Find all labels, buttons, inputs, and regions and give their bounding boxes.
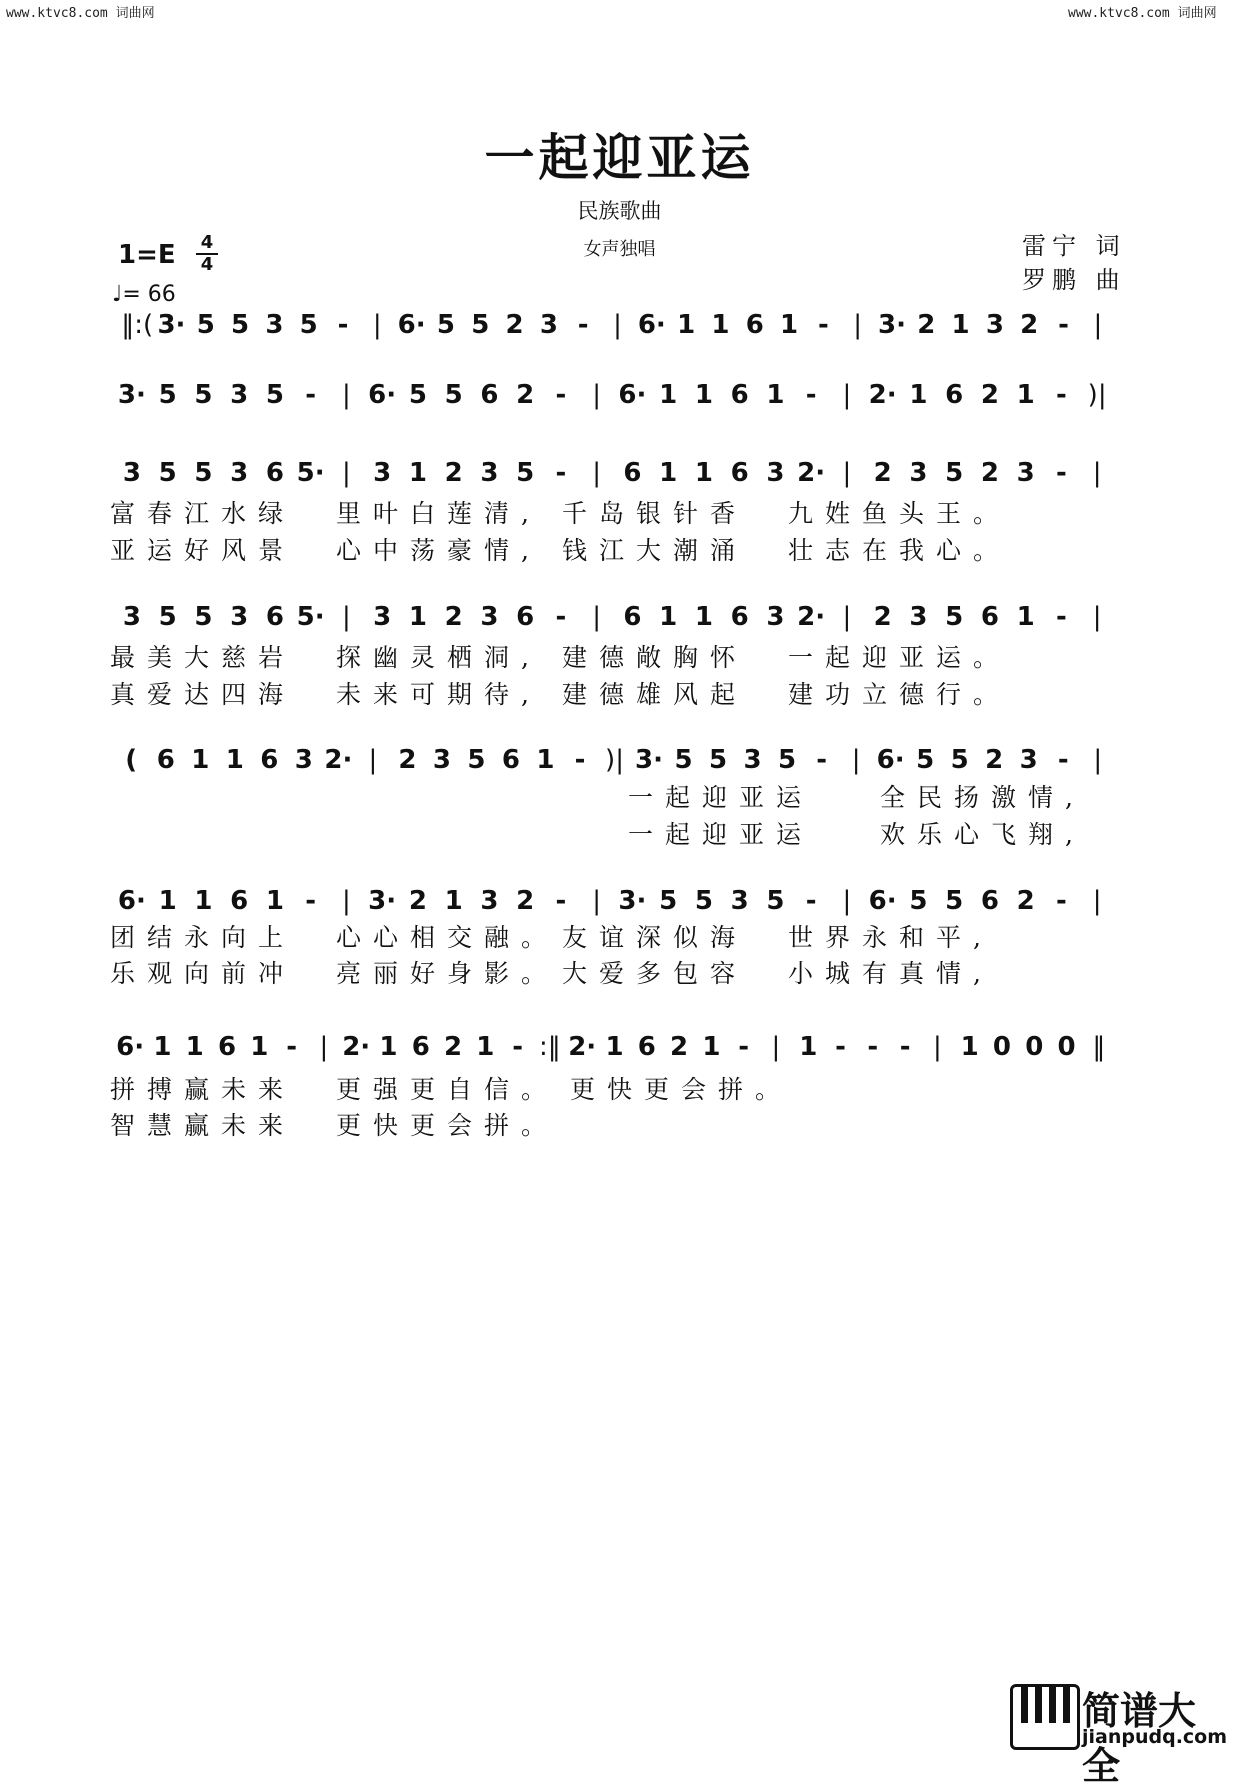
note: 1 (960, 1032, 979, 1062)
note: 3 (909, 602, 928, 632)
barline: | (851, 745, 861, 775)
note: 5 (950, 745, 969, 775)
note: 1 (1016, 602, 1035, 632)
note: - (1055, 886, 1067, 916)
lyric-line: 亮丽好身影。 (336, 959, 559, 988)
lyric-line: 全民扬激情, (880, 783, 1085, 812)
note: 6 (623, 458, 642, 488)
note: 5 (659, 886, 678, 916)
note: 5 (194, 380, 213, 410)
lyric-line: 世界永和平, (788, 923, 993, 952)
note: 6 (945, 380, 964, 410)
note: - (305, 886, 317, 916)
note: 1 (153, 1032, 172, 1062)
note: 3· (635, 745, 663, 775)
note: 2 (917, 310, 936, 340)
lyric-line: 一起迎亚运 (628, 820, 814, 849)
note: 6· (116, 1032, 145, 1062)
barline: | (592, 602, 602, 632)
note: 3 (1016, 458, 1035, 488)
note: 5 (916, 745, 935, 775)
note: 3 (230, 602, 249, 632)
note: 1 (659, 458, 678, 488)
note: 5 (158, 458, 177, 488)
lyric-line: 建德敞胸怀 (562, 643, 748, 672)
note: 2 (873, 458, 892, 488)
barline: | (341, 380, 351, 410)
note: 3· (877, 310, 906, 340)
note: 2 (873, 602, 892, 632)
note: 5 (909, 886, 928, 916)
note: 1 (536, 745, 555, 775)
lyric-line: 欢乐心飞翔, (880, 820, 1085, 849)
barline: | (842, 380, 852, 410)
note: 5 (196, 310, 215, 340)
note: - (1055, 602, 1067, 632)
lyric-line: 更快更会拼。 (570, 1075, 793, 1104)
note: 2 (516, 380, 535, 410)
key-signature: 1=E (118, 240, 176, 270)
lyric-line: 心中荡豪情, (336, 536, 541, 565)
note: 6 (745, 310, 764, 340)
note: 1 (659, 380, 678, 410)
barline: )| (1087, 380, 1107, 410)
note: - (1058, 310, 1069, 340)
lyric-line: 更快更会拼。 (336, 1111, 559, 1140)
note: 2· (342, 1032, 371, 1062)
note: 3 (373, 458, 392, 488)
lyric-line: 探幽灵栖洞, (336, 643, 541, 672)
barline: | (592, 886, 602, 916)
note: 1 (694, 380, 713, 410)
lyric-line: 真爱达四海 (110, 680, 296, 709)
note: 5 (674, 745, 693, 775)
note: 6 (730, 458, 749, 488)
note: 2 (398, 745, 417, 775)
note: - (577, 310, 589, 340)
note: 6· (368, 380, 397, 410)
note: 6 (411, 1032, 430, 1062)
note: - (555, 602, 567, 632)
barline: ‖ (1092, 1032, 1106, 1062)
notation-row (0, 1032, 1239, 1072)
note: 1 (799, 1032, 818, 1062)
note: 6 (156, 745, 175, 775)
note: - (816, 745, 827, 775)
note: 3 (480, 602, 499, 632)
note: 6 (230, 886, 249, 916)
note: 1 (694, 458, 713, 488)
note: 0 (1025, 1032, 1044, 1062)
note: 5 (778, 745, 797, 775)
note: - (899, 1032, 911, 1062)
barline: | (368, 745, 378, 775)
note: 2 (444, 602, 463, 632)
lyric-line: 友谊深似海 (562, 923, 748, 952)
note: 6· (397, 310, 426, 340)
lyric-line: 大爱多包容 (562, 959, 748, 988)
lyric-line: 心心相交融。 (336, 923, 559, 952)
note: 5 (265, 380, 284, 410)
note: 3 (265, 310, 284, 340)
note: 2 (444, 458, 463, 488)
note: 1 (225, 745, 244, 775)
note: 6 (980, 886, 999, 916)
note: - (337, 310, 349, 340)
note: 1 (476, 1032, 495, 1062)
note: 5 (444, 380, 463, 410)
note: 1 (408, 458, 427, 488)
note: 1 (659, 602, 678, 632)
barline: | (613, 310, 622, 340)
note: - (574, 745, 586, 775)
note: 1 (158, 886, 177, 916)
barline: | (933, 1032, 942, 1062)
logo-brand: 简谱大全 (1082, 1689, 1197, 1788)
note: - (805, 380, 817, 410)
note: 5 (766, 886, 785, 916)
lyric-line: 小城有真情, (788, 959, 993, 988)
note: - (805, 886, 817, 916)
jianpu-logo (1010, 1680, 1230, 1788)
lyric-line: 拼搏赢未来 (110, 1075, 296, 1104)
note: 5 (945, 886, 964, 916)
note: 0 (1057, 1032, 1076, 1062)
note: 5 (299, 310, 318, 340)
note: 6 (501, 745, 520, 775)
note: - (555, 380, 567, 410)
barline: | (842, 458, 852, 488)
note: 3 (230, 458, 249, 488)
lyric-line: 一起迎亚运。 (788, 643, 1011, 672)
note: 6· (876, 745, 905, 775)
note: 6 (980, 602, 999, 632)
note: - (512, 1032, 524, 1062)
barline: | (842, 602, 852, 632)
barline: | (853, 310, 863, 340)
barline: | (1092, 886, 1102, 916)
lyric-line: 建功立德行。 (788, 680, 1011, 709)
lyric-line: 更强更自信。 (336, 1075, 559, 1104)
lyric-line: 富春江水绿 (110, 499, 296, 528)
barline: | (592, 458, 602, 488)
time-signature-top: 4 (200, 232, 214, 253)
note: 2 (516, 886, 535, 916)
note: 2 (670, 1032, 689, 1062)
note: - (1057, 745, 1069, 775)
barline: | (771, 1032, 781, 1062)
note: 3 (730, 886, 749, 916)
voice-type: 女声独唱 (583, 239, 656, 260)
note: 2 (985, 745, 1004, 775)
barline: :‖ (539, 1032, 561, 1062)
note: 5· (296, 458, 325, 488)
lyric-line: 壮志在我心。 (788, 536, 1011, 565)
note: 3 (373, 602, 392, 632)
note: 1 (250, 1032, 269, 1062)
note: 1 (766, 380, 785, 410)
note: - (555, 458, 567, 488)
note: 5 (194, 602, 213, 632)
note: 3 (122, 458, 141, 488)
note: 1 (694, 602, 713, 632)
note: 1 (265, 886, 284, 916)
note: 1 (951, 310, 970, 340)
note: 3 (766, 458, 785, 488)
lyric-line: 最美大慈岩 (110, 643, 296, 672)
lyric-line: 建德雄风起 (562, 680, 748, 709)
lyric-line: 乐观向前冲 (110, 959, 296, 988)
note: 2· (797, 458, 826, 488)
note: 2 (444, 1032, 463, 1062)
note: 5 (516, 458, 535, 488)
lyric-line: 智慧赢未来 (110, 1111, 296, 1140)
lyric-line: 团结永向上 (110, 923, 296, 952)
barline: | (1092, 458, 1102, 488)
barline: | (341, 886, 351, 916)
note: 2· (797, 602, 826, 632)
note: - (555, 886, 567, 916)
note: 5 (945, 602, 964, 632)
note: 5 (158, 602, 177, 632)
song-subtitle: 民族歌曲 (577, 199, 662, 223)
note: 1 (194, 886, 213, 916)
note: 2· (324, 745, 353, 775)
note: 1 (379, 1032, 398, 1062)
note: 5 (408, 380, 427, 410)
lyric-line: 千岛银针香 (562, 499, 748, 528)
note: 1 (185, 1032, 204, 1062)
note: 3 (1019, 745, 1038, 775)
note: 5 (945, 458, 964, 488)
time-signature (196, 234, 218, 274)
note: 2 (408, 886, 427, 916)
note: 3 (909, 458, 928, 488)
note: 6 (637, 1032, 656, 1062)
note: 6· (618, 380, 647, 410)
tempo-marking: ♩= 66 (112, 282, 176, 307)
note: 2 (505, 310, 524, 340)
note: 1 (1016, 380, 1035, 410)
note: 1 (408, 602, 427, 632)
note: - (835, 1032, 846, 1062)
barline: ‖:( (121, 310, 154, 340)
note: 1 (780, 310, 799, 340)
note: 1 (702, 1032, 721, 1062)
note: 2 (980, 380, 999, 410)
note: 5 (467, 745, 486, 775)
note: ( (125, 745, 138, 775)
barline: )| (605, 745, 624, 775)
note: 3 (432, 745, 451, 775)
note: 3 (480, 886, 499, 916)
note: 1 (444, 886, 463, 916)
note: 6· (637, 310, 666, 340)
note: - (738, 1032, 750, 1062)
note: 6 (217, 1032, 237, 1062)
note: 3· (117, 380, 146, 410)
note: 6· (117, 886, 146, 916)
song-title: 一起迎亚运 (484, 128, 755, 187)
barline: | (372, 310, 382, 340)
note: 6 (730, 380, 749, 410)
composer-credit: 罗鹏 曲 (1022, 266, 1126, 294)
note: 2· (568, 1032, 597, 1062)
note: 5 (436, 310, 455, 340)
note: 2 (1016, 886, 1035, 916)
note: 6· (868, 886, 897, 916)
barline: | (1093, 745, 1103, 775)
note: 6 (480, 380, 499, 410)
note: 0 (992, 1032, 1012, 1062)
lyricist-credit: 雷宁 词 (1022, 232, 1126, 260)
barline: | (592, 380, 602, 410)
note: 2 (1020, 310, 1039, 340)
logo-url: jianpudq.com (1082, 1726, 1228, 1748)
note: 1 (711, 310, 730, 340)
note: 2 (980, 458, 999, 488)
note: - (817, 310, 829, 340)
note: 3 (985, 310, 1004, 340)
lyric-line: 亚运好风景 (110, 536, 296, 565)
note: 3· (157, 310, 186, 340)
barline: | (341, 602, 351, 632)
note: - (1055, 458, 1067, 488)
note: 5 (194, 458, 213, 488)
note: 6 (265, 602, 284, 632)
notation-row (0, 310, 1239, 350)
note: 5 (471, 310, 490, 340)
note: - (305, 380, 317, 410)
note: 3 (480, 458, 499, 488)
lyric-line: 一起迎亚运 (628, 783, 814, 812)
note: 1 (191, 745, 210, 775)
note: 5 (231, 310, 250, 340)
barline: | (341, 458, 351, 488)
note: 5· (296, 602, 325, 632)
note: 3 (230, 380, 249, 410)
note: - (286, 1032, 297, 1062)
note: 1 (605, 1032, 624, 1062)
note: 3· (618, 886, 647, 916)
barline: | (1093, 310, 1103, 340)
note: 3 (294, 745, 313, 775)
note: 5 (694, 886, 713, 916)
lyric-line: 里叶白莲清, (336, 499, 541, 528)
note: 6 (730, 602, 749, 632)
notation-row (0, 602, 1239, 642)
lyric-line: 九姓鱼头王。 (788, 499, 1011, 528)
barline: | (1092, 602, 1102, 632)
watermark-right: www.ktvc8.com 词曲网 (1068, 6, 1217, 21)
note: 5 (709, 745, 728, 775)
lyric-line: 钱江大潮涌 (562, 536, 748, 565)
note: 6 (623, 602, 642, 632)
note: 1 (677, 310, 696, 340)
barline: | (319, 1032, 329, 1062)
note: 6 (260, 745, 279, 775)
time-signature-bottom: 4 (200, 254, 214, 275)
note: 3 (766, 602, 785, 632)
note: 3 (122, 602, 141, 632)
note: - (1055, 380, 1067, 410)
note: - (867, 1032, 879, 1062)
note: 1 (909, 380, 928, 410)
note: 3· (368, 886, 397, 916)
note: 3 (743, 745, 762, 775)
note: 6 (516, 602, 535, 632)
notation-row (0, 458, 1239, 498)
note: 5 (158, 380, 177, 410)
barline: | (842, 886, 852, 916)
notation-row (0, 380, 1239, 420)
watermark-left: www.ktvc8.com 词曲网 (6, 6, 155, 21)
note: 2· (868, 380, 897, 410)
note: 6 (265, 458, 284, 488)
note: 3 (539, 310, 558, 340)
lyric-line: 未来可期待, (336, 680, 541, 709)
piano-keys-icon (1010, 1684, 1080, 1750)
